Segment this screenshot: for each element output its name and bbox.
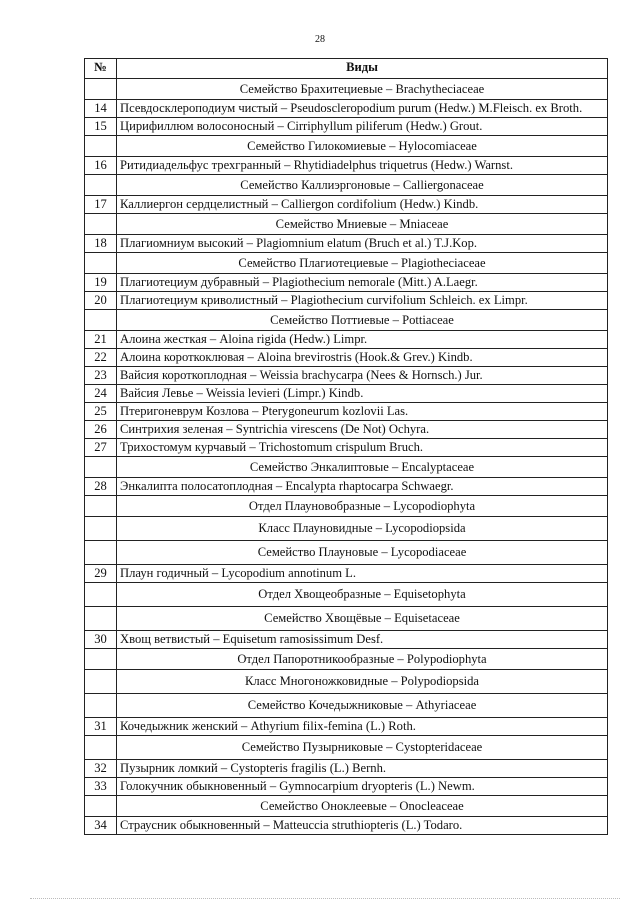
- species-row: [85, 292, 608, 310]
- row-number: [85, 496, 117, 517]
- row-number: 25: [85, 403, 117, 421]
- taxon-heading: Семейство Поттиевые – Pottiaceae: [117, 310, 608, 331]
- species-name: Птеригоневрум Козлова – Pterygoneurum kozlovii Las.: [117, 403, 608, 421]
- species-row: [85, 403, 608, 421]
- taxon-heading-row: [85, 541, 608, 565]
- row-number: 27: [85, 439, 117, 457]
- row-number: 15: [85, 118, 117, 136]
- taxon-heading: Отдел Хвощеобразные – Equisetophyta: [117, 583, 608, 607]
- species-name: Плагиомниум высокий – Plagiomnium elatum (Bruch et al.) T.J.Kop.: [117, 235, 608, 253]
- taxon-heading-row: [85, 607, 608, 631]
- row-number: 14: [85, 100, 117, 118]
- taxon-heading: Семейство Энкалиптовые – Encalyptaceae: [117, 457, 608, 478]
- taxon-heading: Семейство Плауновые – Lycopodiaceae: [117, 541, 608, 565]
- species-name: Плаун годичный – Lycopodium annotinum L.: [117, 565, 608, 583]
- taxon-heading-row: [85, 670, 608, 694]
- species-name: Алоина короткоклювая – Aloina brevirostris (Hook.& Grev.) Kindb.: [117, 349, 608, 367]
- row-number: [85, 457, 117, 478]
- species-row: [85, 478, 608, 496]
- row-number: 24: [85, 385, 117, 403]
- row-number: [85, 541, 117, 565]
- row-number: 31: [85, 718, 117, 736]
- species-name: Пузырник ломкий – Cystopteris fragilis (L.) Bernh.: [117, 760, 608, 778]
- species-name: Кочедыжник женский – Athyrium filix-femina (L.) Roth.: [117, 718, 608, 736]
- taxon-heading-row: [85, 649, 608, 670]
- row-number: [85, 253, 117, 274]
- row-number: [85, 670, 117, 694]
- species-row: [85, 196, 608, 214]
- species-row: [85, 274, 608, 292]
- species-name: Ритидиадельфус трехгранный – Rhytidiadelphus triquetrus (Hedw.) Warnst.: [117, 157, 608, 175]
- taxon-heading: Класс Многоножковидные – Polypodiopsida: [117, 670, 608, 694]
- taxon-heading: Семейство Плагиотециевые – Plagiotheciaceae: [117, 253, 608, 274]
- taxon-heading: Класс Плауновидные – Lycopodiopsida: [117, 517, 608, 541]
- row-number: [85, 607, 117, 631]
- table-header-row: [85, 59, 608, 79]
- species-name: Каллиергон сердцелистный – Calliergon cordifolium (Hedw.) Kindb.: [117, 196, 608, 214]
- species-row: [85, 421, 608, 439]
- row-number: 26: [85, 421, 117, 439]
- species-row: [85, 565, 608, 583]
- species-row: [85, 385, 608, 403]
- taxon-heading-row: [85, 310, 608, 331]
- row-number: [85, 583, 117, 607]
- species-table: [84, 58, 608, 835]
- taxon-heading: Семейство Пузырниковые – Cystopteridaceae: [117, 736, 608, 760]
- species-row: [85, 718, 608, 736]
- row-number: 18: [85, 235, 117, 253]
- taxon-heading: Отдел Папоротникообразные – Polypodiophyta: [117, 649, 608, 670]
- taxon-heading-row: [85, 253, 608, 274]
- row-number: [85, 517, 117, 541]
- row-number: 32: [85, 760, 117, 778]
- taxon-heading-row: [85, 457, 608, 478]
- page-number: 28: [315, 34, 325, 45]
- row-number: [85, 79, 117, 100]
- taxon-heading: Отдел Плауновобразные – Lycopodiophyta: [117, 496, 608, 517]
- row-number: 19: [85, 274, 117, 292]
- taxon-heading-row: [85, 214, 608, 235]
- species-name: Цирифиллюм волосоносный – Cirriphyllum piliferum (Hedw.) Grout.: [117, 118, 608, 136]
- row-number: [85, 649, 117, 670]
- taxon-heading: Семейство Хвощёвые – Equisetaceae: [117, 607, 608, 631]
- taxon-heading-row: [85, 583, 608, 607]
- row-number: 23: [85, 367, 117, 385]
- species-row: [85, 367, 608, 385]
- column-header-species: Виды: [117, 59, 608, 79]
- species-name: Хвощ ветвистый – Equisetum ramosissimum Desf.: [117, 631, 608, 649]
- row-number: [85, 694, 117, 718]
- row-number: 21: [85, 331, 117, 349]
- species-name: Плагиотециум криволистный – Plagiothecium curvifolium Schleich. ex Limpr.: [117, 292, 608, 310]
- species-name: Трихостомум курчавый – Trichostomum crispulum Bruch.: [117, 439, 608, 457]
- row-number: [85, 175, 117, 196]
- row-number: [85, 214, 117, 235]
- taxon-heading-row: [85, 517, 608, 541]
- species-name: Алоина жесткая – Aloina rigida (Hedw.) Limpr.: [117, 331, 608, 349]
- species-row: [85, 760, 608, 778]
- taxon-heading-row: [85, 175, 608, 196]
- species-row: [85, 817, 608, 835]
- row-number: 20: [85, 292, 117, 310]
- column-header-number: №: [85, 59, 117, 79]
- row-number: 16: [85, 157, 117, 175]
- row-number: [85, 796, 117, 817]
- species-row: [85, 100, 608, 118]
- species-name: Плагиотециум дубравный – Plagiothecium nemorale (Mitt.) A.Laegr.: [117, 274, 608, 292]
- species-row: [85, 118, 608, 136]
- taxon-heading-row: [85, 496, 608, 517]
- row-number: 30: [85, 631, 117, 649]
- table-body: [85, 79, 608, 835]
- row-number: 17: [85, 196, 117, 214]
- row-number: [85, 736, 117, 760]
- taxon-heading: Семейство Кочедыжниковые – Athyriaceae: [117, 694, 608, 718]
- species-name: Страусник обыкновенный – Matteuccia struthiopteris (L.) Todaro.: [117, 817, 608, 835]
- taxon-heading-row: [85, 736, 608, 760]
- taxon-heading-row: [85, 796, 608, 817]
- row-number: 34: [85, 817, 117, 835]
- row-number: 28: [85, 478, 117, 496]
- taxon-heading-row: [85, 694, 608, 718]
- species-row: [85, 331, 608, 349]
- species-row: [85, 778, 608, 796]
- taxon-heading: Семейство Каллиэргоновые – Calliergonaceae: [117, 175, 608, 196]
- species-row: [85, 235, 608, 253]
- species-name: Синтрихия зеленая – Syntrichia virescens (De Not) Ochyra.: [117, 421, 608, 439]
- page-bottom-edge: [30, 898, 620, 899]
- species-name: Псевдосклероподиум чистый – Pseudoscleropodium purum (Hedw.) M.Fleisch. ex Broth.: [117, 100, 608, 118]
- taxon-heading-row: [85, 136, 608, 157]
- row-number: 22: [85, 349, 117, 367]
- row-number: [85, 136, 117, 157]
- row-number: 33: [85, 778, 117, 796]
- species-name: Вайсия короткоплодная – Weissia brachycarpa (Nees & Hornsch.) Jur.: [117, 367, 608, 385]
- taxon-heading-row: [85, 79, 608, 100]
- species-name: Вайсия Левье – Weissia levieri (Limpr.) Kindb.: [117, 385, 608, 403]
- taxon-heading: Семейство Брахитециевые – Brachytheciaceae: [117, 79, 608, 100]
- taxon-heading: Семейство Оноклеевые – Onocleaceae: [117, 796, 608, 817]
- species-row: [85, 631, 608, 649]
- species-row: [85, 349, 608, 367]
- row-number: [85, 310, 117, 331]
- species-row: [85, 157, 608, 175]
- row-number: 29: [85, 565, 117, 583]
- species-row: [85, 439, 608, 457]
- taxon-heading: Семейство Гилокомиевые – Hylocomiaceae: [117, 136, 608, 157]
- taxon-heading: Семейство Мниевые – Mniaceae: [117, 214, 608, 235]
- species-name: Голокучник обыкновенный – Gymnocarpium dryopteris (L.) Newm.: [117, 778, 608, 796]
- species-name: Энкалипта полосатоплодная – Encalypta rhaptocarpa Schwaegr.: [117, 478, 608, 496]
